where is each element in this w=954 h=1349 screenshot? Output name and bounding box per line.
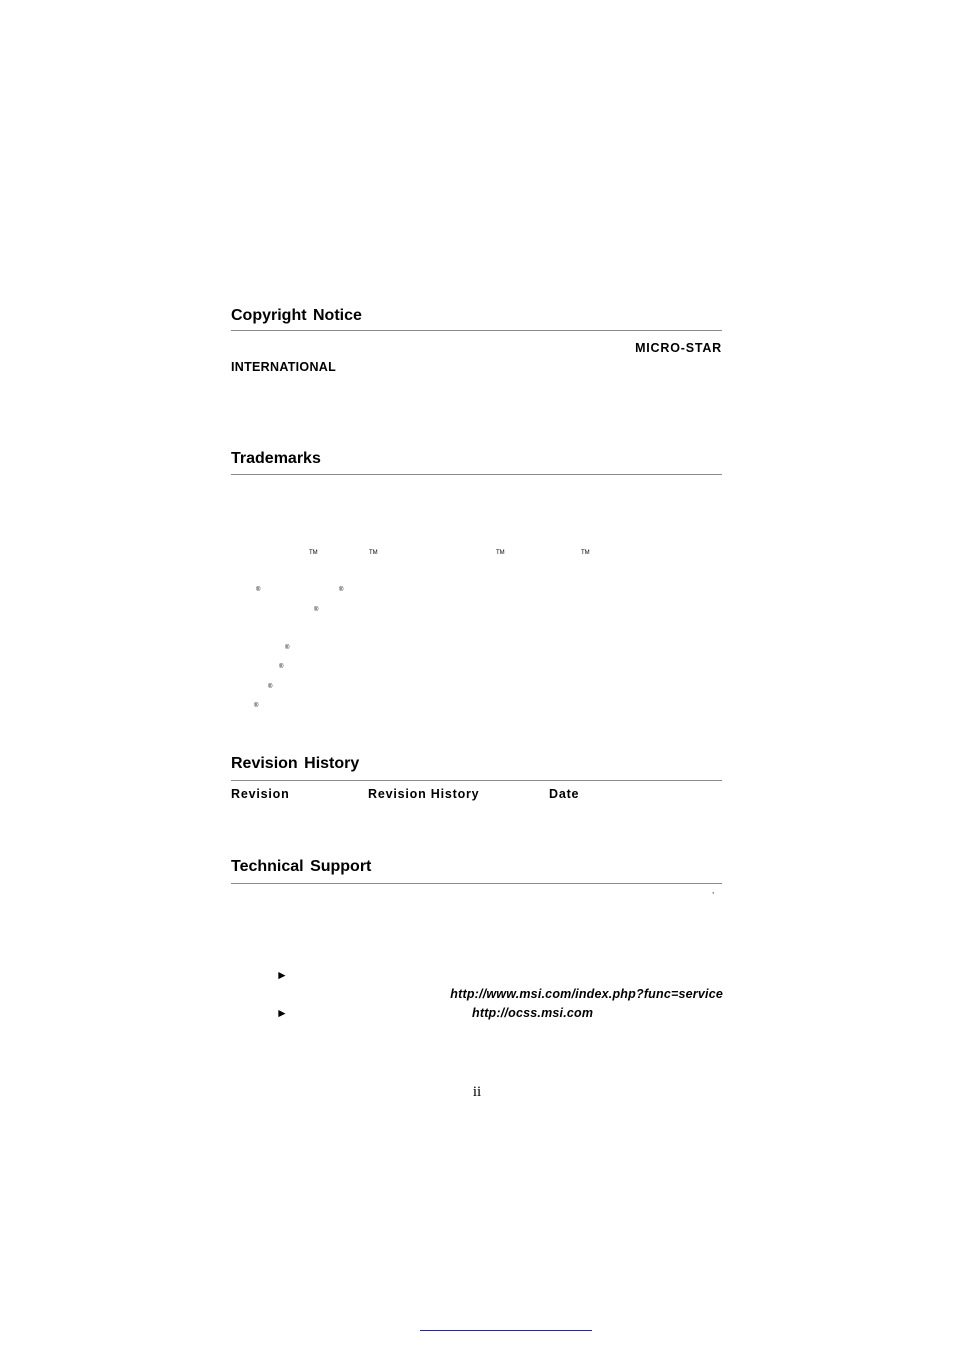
registered-symbol: ®	[254, 703, 259, 709]
bullet-arrow-icon: ►	[276, 968, 288, 982]
revision-col-date: Date	[549, 787, 580, 801]
trademark-symbol: TM	[581, 550, 590, 556]
copyright-heading: Copyright Notice	[231, 307, 362, 324]
registered-symbol: ®	[268, 684, 273, 690]
support-heading: Technical Support	[231, 858, 372, 875]
registered-symbol: ®	[339, 587, 344, 593]
support-rule	[231, 883, 722, 884]
revision-col-history: Revision History	[368, 787, 480, 801]
support-comma: ,	[712, 886, 715, 895]
trademarks-heading: Trademarks	[231, 450, 321, 467]
registered-symbol: ®	[256, 587, 261, 593]
registered-symbol: ®	[314, 607, 319, 613]
trademark-symbol: TM	[309, 550, 318, 556]
company-name-line1: MICRO-STAR	[635, 341, 722, 355]
company-name-line2: INTERNATIONAL	[231, 360, 337, 374]
registered-symbol: ®	[279, 664, 284, 670]
bullet-arrow-icon: ►	[276, 1006, 288, 1020]
registered-symbol: ®	[285, 645, 290, 651]
copyright-rule	[231, 330, 722, 331]
revision-heading: Revision History	[231, 755, 360, 772]
trademarks-rule	[231, 474, 722, 475]
service-url-link[interactable]: http://www.msi.com/index.php?func=service	[450, 987, 723, 1001]
bottom-link-underline[interactable]	[420, 1330, 592, 1331]
page-number: ii	[472, 1084, 482, 1100]
revision-col-revision: Revision	[231, 787, 290, 801]
revision-rule	[231, 780, 722, 781]
trademark-symbol: TM	[496, 550, 505, 556]
ocss-url-link[interactable]: http://ocss.msi.com	[472, 1006, 594, 1020]
trademark-symbol: TM	[369, 550, 378, 556]
